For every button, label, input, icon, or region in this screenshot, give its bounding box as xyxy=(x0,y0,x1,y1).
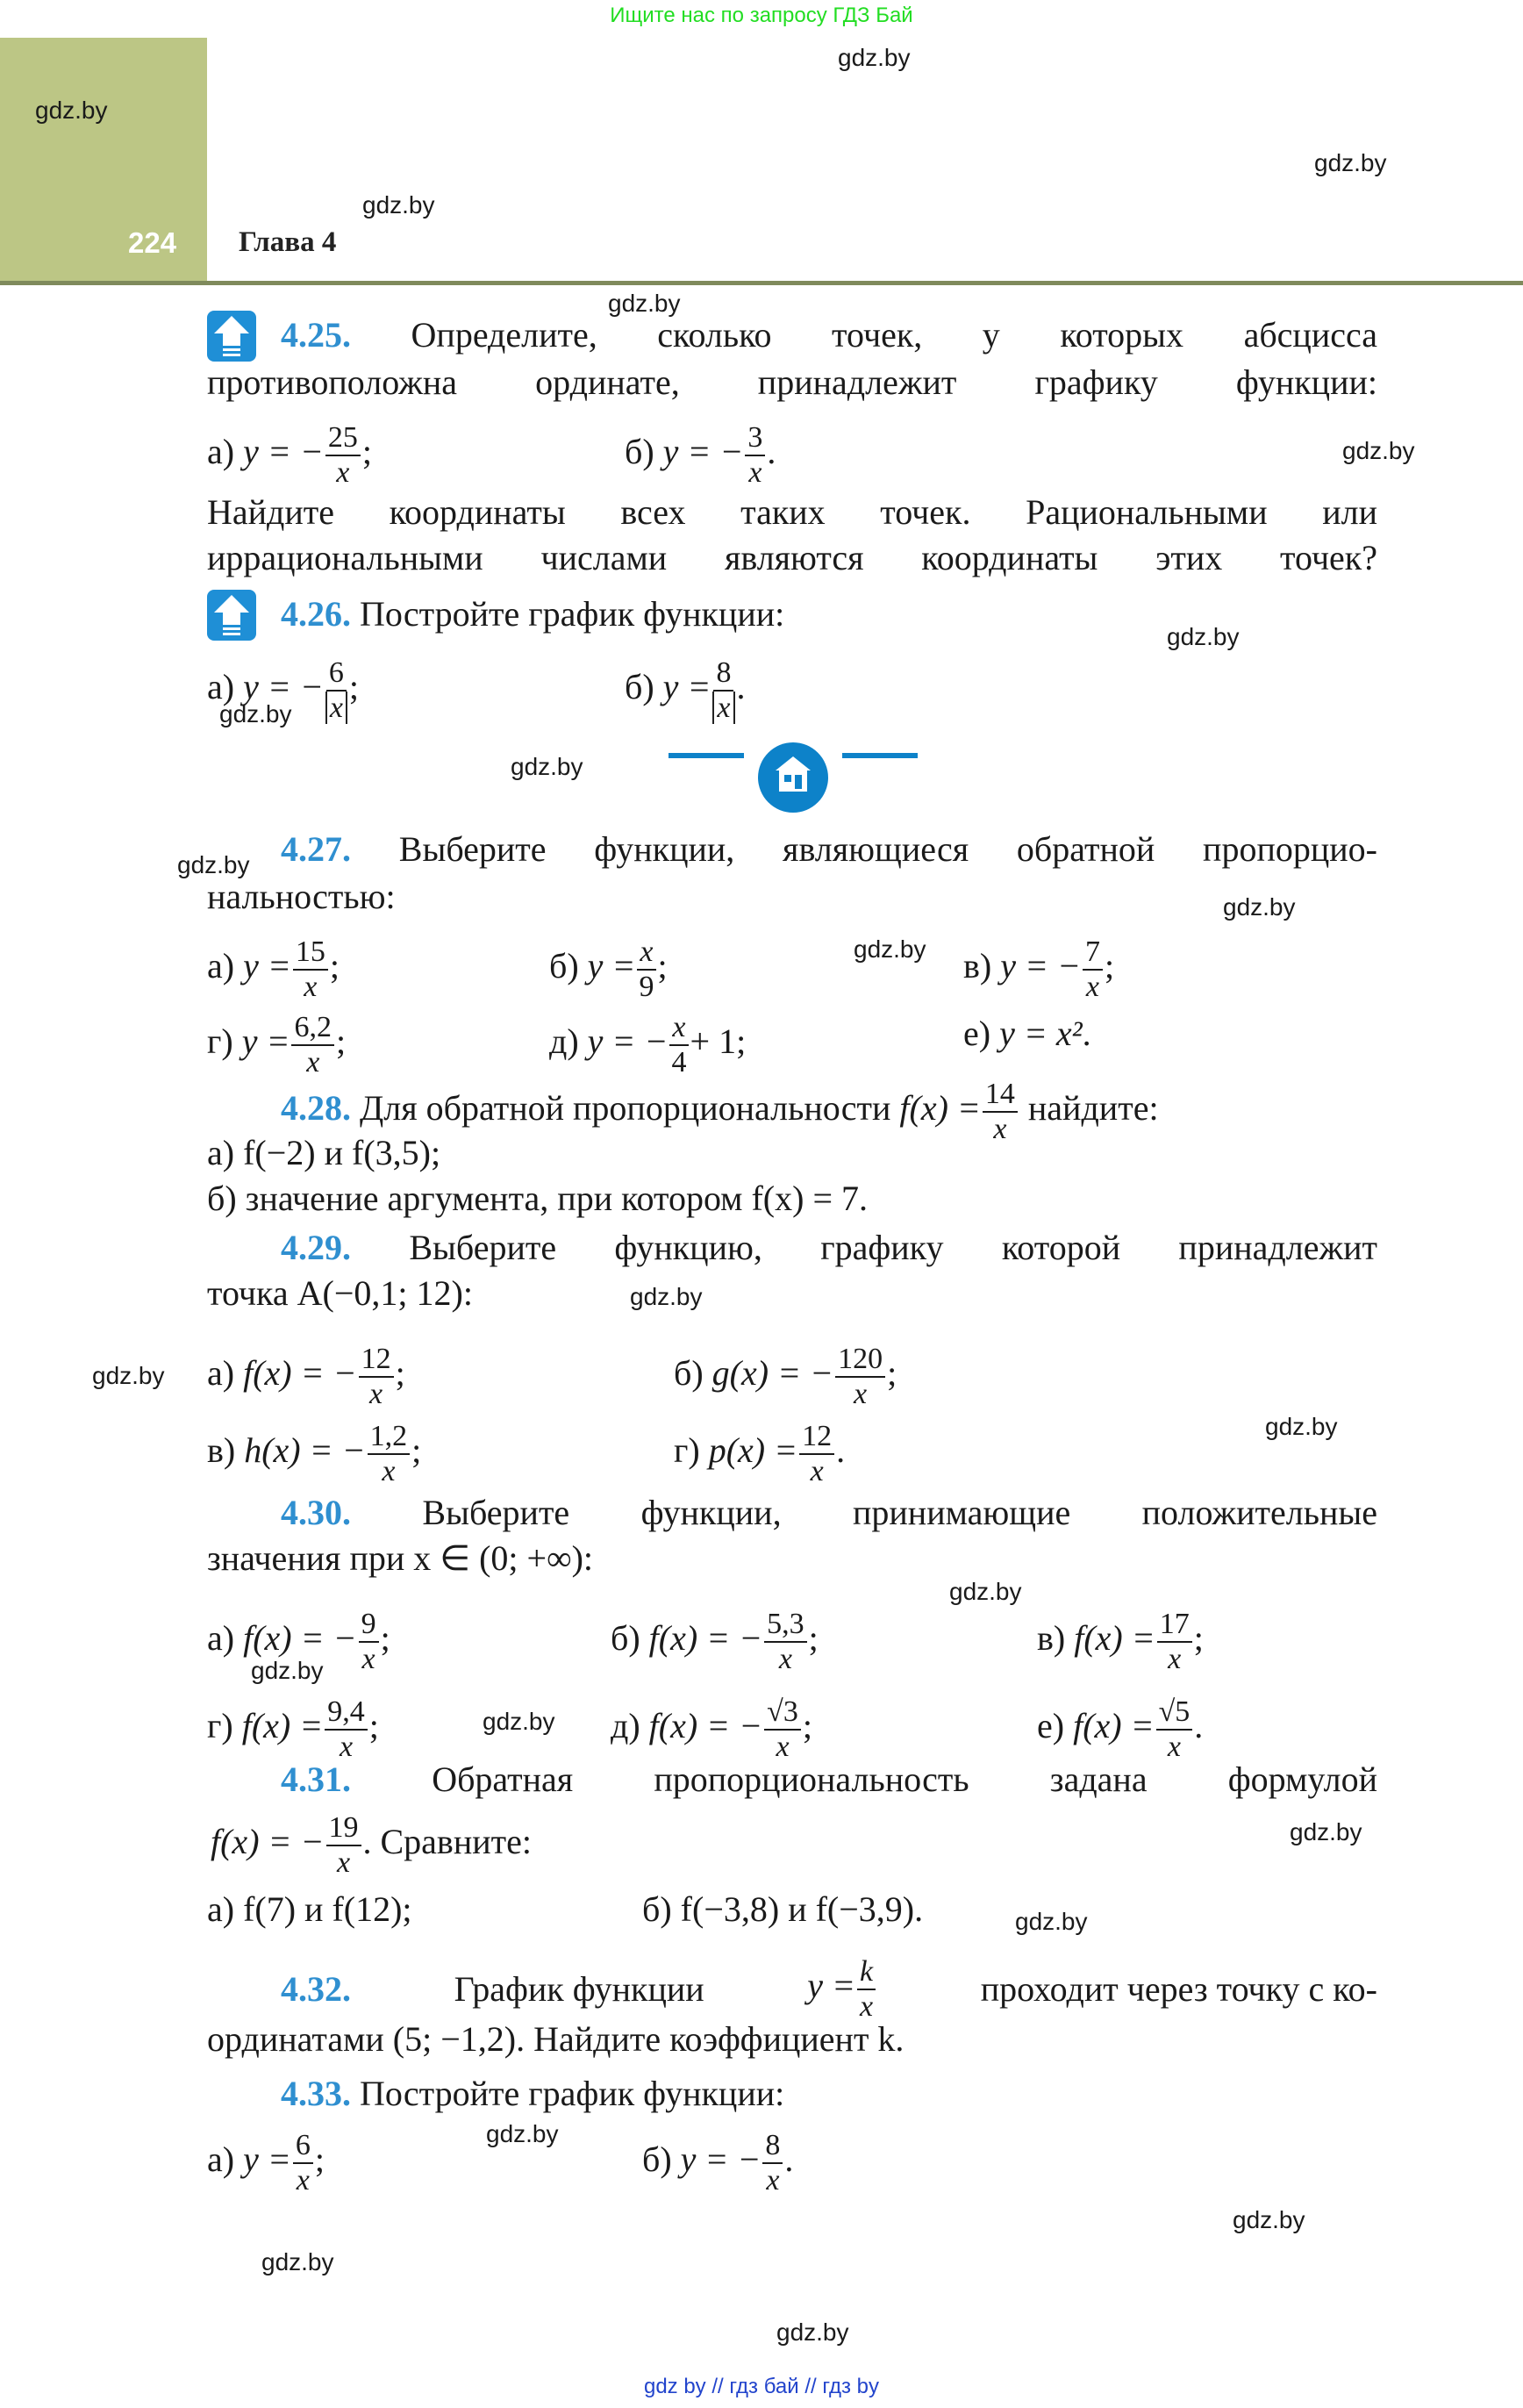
problem-4-27-text: 4.27. Выберите функции, являющиеся обратной пропорцио- xyxy=(281,829,1377,869)
option-a: а) y = − $\frac{25}{x}$ ; xyxy=(207,421,372,489)
watermark: gdz.by xyxy=(1233,2206,1305,2233)
problem-4-28-text: 4.28. Для обратной пропорциональности f(x) = $\frac{14}{x}$ найдите: xyxy=(281,1078,1159,1145)
watermark: gdz.by xyxy=(177,851,250,878)
problem-4-32-text: 4.32. График функции y = $\frac{k}{x}$ проходит через точку с ко- xyxy=(281,1955,1377,2023)
watermark: gdz.by xyxy=(1223,893,1296,921)
watermark: gdz.by xyxy=(949,1578,1022,1605)
search-banner: Ищите нас по запросу ГДЗ Бай xyxy=(610,4,913,27)
option-a: а) f(x) = − $\frac{12}{x}$ ; xyxy=(207,1343,405,1410)
option-v: в) h(x) = − $\frac{1,2}{x}$ ; xyxy=(207,1420,422,1487)
problem-4-31-option-b: б) f(−3,8) и f(−3,9). xyxy=(642,1889,924,1929)
problem-4-28-option-a: а) f(−2) и f(3,5); xyxy=(207,1133,441,1172)
problem-4-32-text: ординатами (5; −1,2). Найдите коэффициент k. xyxy=(207,2019,905,2059)
option-a: а) y = − $\frac{6}{x}$ ; xyxy=(207,656,360,724)
problem-4-25-text: противоположна ординате, принадлежит графику функции: xyxy=(207,362,1377,402)
watermark: gdz.by xyxy=(486,2120,559,2147)
option-b: б) f(x) = − $\frac{5,3}{x}$ ; xyxy=(611,1608,819,1675)
problem-4-31-option-a: а) f(7) и f(12); xyxy=(207,1889,412,1929)
problem-number: 4.25. xyxy=(281,315,351,355)
problem-4-31-text: 4.31. Обратная пропорциональность задана формулой xyxy=(281,1759,1377,1799)
watermark: gdz.by xyxy=(854,935,926,963)
option-b: б) y = $\frac{x}{9}$ ; xyxy=(549,935,668,1003)
chapter-title: Глава 4 xyxy=(239,226,337,258)
home-icon xyxy=(758,742,828,813)
option-g: г) f(x) = $\frac{9,4}{x}$ ; xyxy=(207,1695,379,1763)
page-number: 224 xyxy=(128,226,177,259)
watermark: gdz.by xyxy=(251,1657,324,1684)
watermark: gdz.by xyxy=(1167,623,1240,650)
problem-4-26-text: 4.26. Постройте график функции: xyxy=(281,594,785,634)
problem-4-25-text: 4.25. Определите, сколько точек, у которых абсцисса xyxy=(281,315,1377,355)
option-g: г) p(x) = $\frac{12}{x}$ . xyxy=(674,1420,846,1487)
option-d: д) y = − $\frac{x}{4}$ + 1; xyxy=(549,1011,747,1079)
option-d: д) f(x) = − $\frac{√3}{x}$ ; xyxy=(611,1695,812,1763)
option-b: б) y = − $\frac{8}{x}$ . xyxy=(642,2129,794,2197)
watermark: gdz.by xyxy=(219,700,292,727)
watermark: gdz.by xyxy=(35,97,108,124)
problem-4-29-text: точка A(−0,1; 12): xyxy=(207,1273,473,1313)
problem-4-33-text: 4.33. Постройте график функции: xyxy=(281,2074,785,2113)
watermark: gdz.by xyxy=(92,1362,165,1389)
level-up-icon xyxy=(207,590,256,641)
option-v: в) f(x) = $\frac{17}{x}$ ; xyxy=(1037,1608,1204,1675)
watermark: gdz.by xyxy=(1314,149,1387,176)
level-up-icon xyxy=(207,311,256,362)
watermark: gdz.by xyxy=(261,2248,334,2275)
problem-4-27-text: нальностью: xyxy=(207,877,396,916)
problem-4-29-text: 4.29. Выберите функцию, графику которой принадлежит xyxy=(281,1228,1377,1267)
watermark: gdz.by xyxy=(630,1283,703,1310)
problem-4-31-formula: f(x) = − $\frac{19}{x}$ . Сравните: xyxy=(211,1811,532,1879)
watermark: gdz.by xyxy=(1290,1818,1362,1845)
option-b: б) y = − $\frac{3}{x}$ . xyxy=(625,421,776,489)
problem-4-30-text: значения при x ∈ (0; +∞): xyxy=(207,1538,594,1578)
problem-4-30-text: 4.30. Выберите функции, принимающие положительные xyxy=(281,1493,1377,1532)
option-a: а) y = $\frac{15}{x}$ ; xyxy=(207,935,340,1003)
option-b: б) y = $\frac{8}{x}$ . xyxy=(625,656,746,724)
watermark: gdz.by xyxy=(1015,1908,1088,1935)
watermark: gdz.by xyxy=(362,191,435,219)
header-divider xyxy=(0,281,1523,285)
watermark: gdz.by xyxy=(1265,1413,1338,1440)
watermark: gdz.by xyxy=(838,44,911,71)
option-e: е) y = x². xyxy=(963,1014,1091,1053)
watermark: gdz.by xyxy=(776,2318,849,2346)
option-a: а) y = $\frac{6}{x}$ ; xyxy=(207,2129,325,2197)
watermark: gdz.by xyxy=(608,290,681,317)
problem-4-25-text: Найдите координаты всех таких точек. Рациональными или xyxy=(207,492,1377,532)
problem-4-28-option-b: б) значение аргумента, при котором f(x) = 7. xyxy=(207,1179,869,1218)
section-divider-right xyxy=(842,753,918,758)
watermark: gdz.by xyxy=(483,1708,555,1735)
footer-links[interactable]: gdz by // гдз бай // гдз by xyxy=(643,2375,880,2398)
option-b: б) g(x) = − $\frac{120}{x}$ ; xyxy=(674,1343,897,1410)
option-v: в) y = − $\frac{7}{x}$ ; xyxy=(963,935,1115,1003)
watermark: gdz.by xyxy=(1342,437,1415,464)
watermark: gdz.by xyxy=(511,753,583,780)
option-a: а) f(x) = − $\frac{9}{x}$ ; xyxy=(207,1608,390,1675)
problem-4-25-text: иррациональными числами являются координаты этих точек? xyxy=(207,538,1377,577)
option-e: е) f(x) = $\frac{√5}{x}$ . xyxy=(1037,1695,1204,1763)
section-divider-left xyxy=(669,753,744,758)
option-g: г) y = $\frac{6,2}{x}$ ; xyxy=(207,1011,347,1079)
